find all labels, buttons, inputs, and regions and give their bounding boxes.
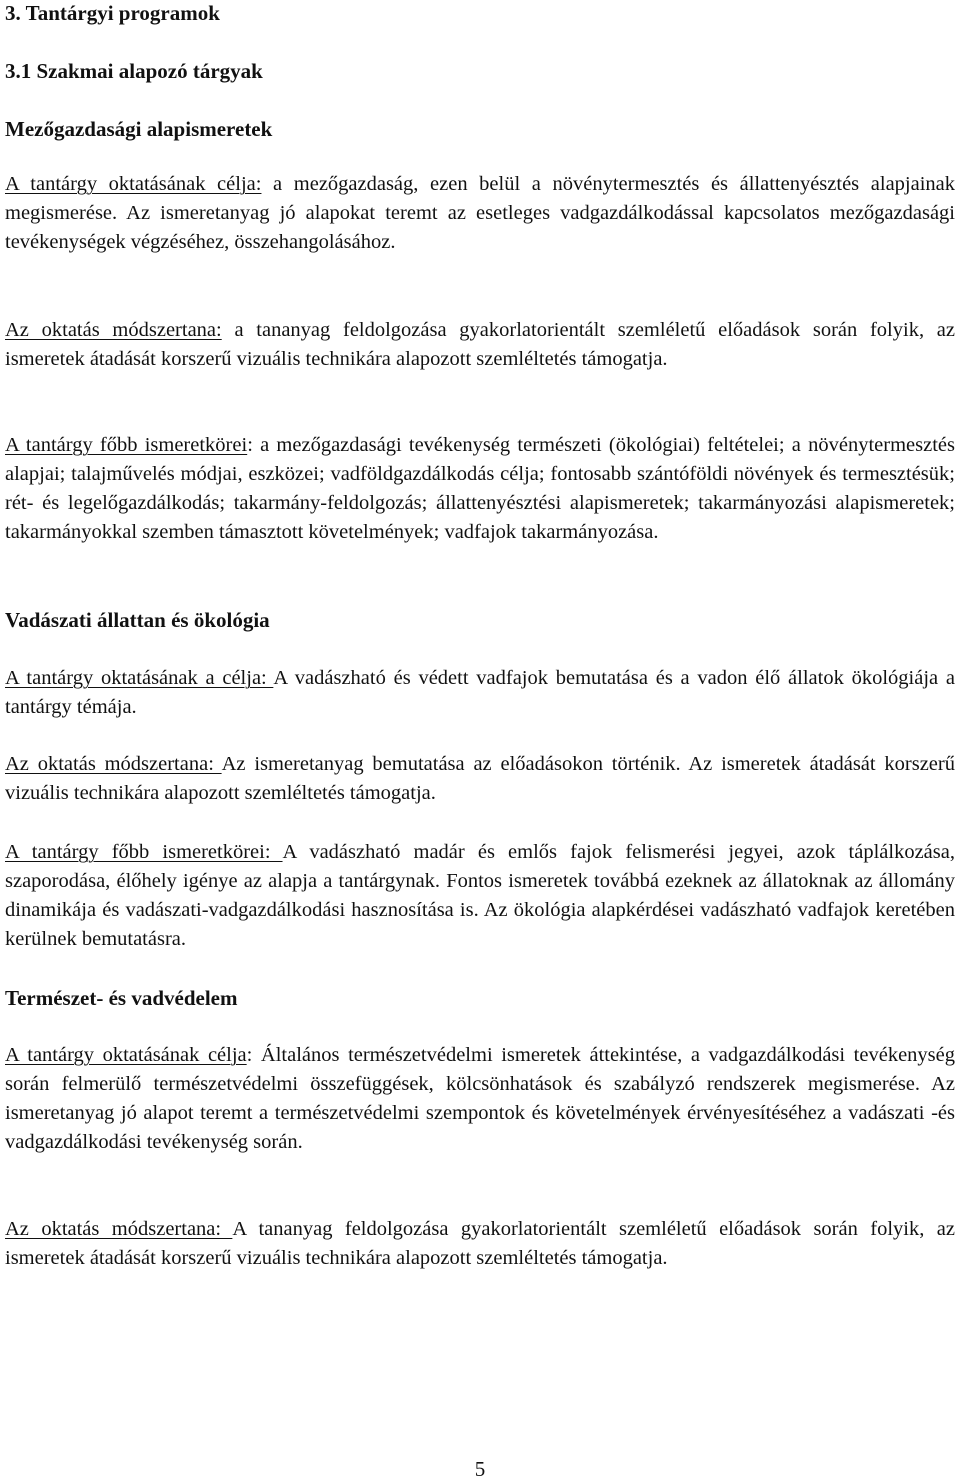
paragraph-text: a mezőgazdaság, ezen belül a növénytermesztés és állattenyésztés alapjainak megismerése. Az ismeretanyag jó alapokat teremt az esetleges vadgazdálkodással kapcsolatos mezőgazdasági tevékenységek végzéséhez, összehangolásához.	[5, 173, 956, 253]
paragraph-label: A tantárgy főbb ismeretkörei:	[5, 841, 283, 863]
chapter-heading: 3. Tantárgyi programok	[5, 1, 220, 25]
paragraph-label: Az oktatás módszertana:	[5, 319, 222, 341]
paragraph-cel-1	[5, 170, 955, 257]
paragraph-modszertan-3	[5, 1215, 955, 1273]
paragraph-label: Az oktatás módszertana:	[5, 1218, 233, 1240]
section-title-mezogazdasagi: Mezőgazdasági alapismeretek	[5, 117, 273, 141]
section-title-termeszetvedelem: Természet- és vadvédelem	[5, 986, 238, 1010]
paragraph-text: Az ismeretanyag bemutatása az előadásokon történik. Az ismeretek átadását korszerű vizuális technikára alapozott szemléltetés támogatja.	[5, 753, 955, 804]
paragraph-modszertan-1	[5, 316, 955, 374]
paragraph-label: A tantárgy oktatásának célja	[5, 1044, 247, 1066]
paragraph-label: A tantárgy főbb ismeretkörei	[5, 434, 248, 456]
paragraph-text: A vadászható madár és emlős fajok felismerési jegyei, azok táplálkozása, szaporodása, élőhely igénye az alapja a tantárgynak. Fontos ismeretek továbbá ezeknek az állatoknak az állomány dinamikája és vadászati-vadgazdálkodási hasznosítása is. Az ökológia alapkérdései vadászható vadfajok keretében kerülnek bemutatásra.	[5, 841, 955, 950]
paragraph-ismeretkorei-1	[5, 431, 955, 547]
paragraph-text: : a mezőgazdasági tevékenység természeti (ökológiai) feltételei; a növénytermesztés alapjai; talajművelés módjai, eszközei; vadföldgazdálkodás célja; fontosabb szántóföldi növények és termesztésük; rét- és legelőgazdálkodás; takarmány-feldolgozás; állattenyésztési alapismeretek; takarmányozási alapismeretek; takarmányokkal szemben támasztott követelmények; vadfajok takarmányozása.	[5, 434, 955, 543]
paragraph-label: A tantárgy oktatásának a célja:	[5, 667, 274, 689]
paragraph-cel-3	[5, 1041, 955, 1157]
paragraph-text: : Általános természetvédelmi ismeretek áttekintése, a vadgazdálkodási tevékenység során felmerülő természetvédelmi összefüggések, kölcsönhatások és szabályzó rendszerek megismerése. Az ismeretanyag jó alapot teremt a természetvédelmi szempontok és követelmények érvényesítéséhez a vadászati -és vadgazdálkodási tevékenység során.	[5, 1044, 956, 1153]
paragraph-text: a tananyag feldolgozása gyakorlatorientált szemléletű előadások során folyik, az ismeretek átadását korszerű vizuális technikára alapozott szemléltetés támogatja.	[5, 319, 955, 370]
subchapter-heading: 3.1 Szakmai alapozó tárgyak	[5, 59, 263, 83]
paragraph-text: A tananyag feldolgozása gyakorlatorientált szemléletű előadások során folyik, az ismeretek átadását korszerű vizuális technikára alapozott szemléltetés támogatja.	[5, 1218, 955, 1269]
paragraph-cel-2	[5, 664, 955, 722]
page-number: 5	[474, 1457, 486, 1481]
paragraph-modszertan-2	[5, 750, 955, 808]
paragraph-label: A tantárgy oktatásának célja:	[5, 173, 262, 195]
section-title-vadaszati: Vadászati állattan és ökológia	[5, 608, 270, 632]
paragraph-label: Az oktatás módszertana:	[5, 753, 222, 775]
paragraph-ismeretkorei-2	[5, 838, 955, 954]
paragraph-text: A vadászható és védett vadfajok bemutatása és a vadon élő állatok ökológiája a tantárgy témája.	[5, 667, 955, 718]
